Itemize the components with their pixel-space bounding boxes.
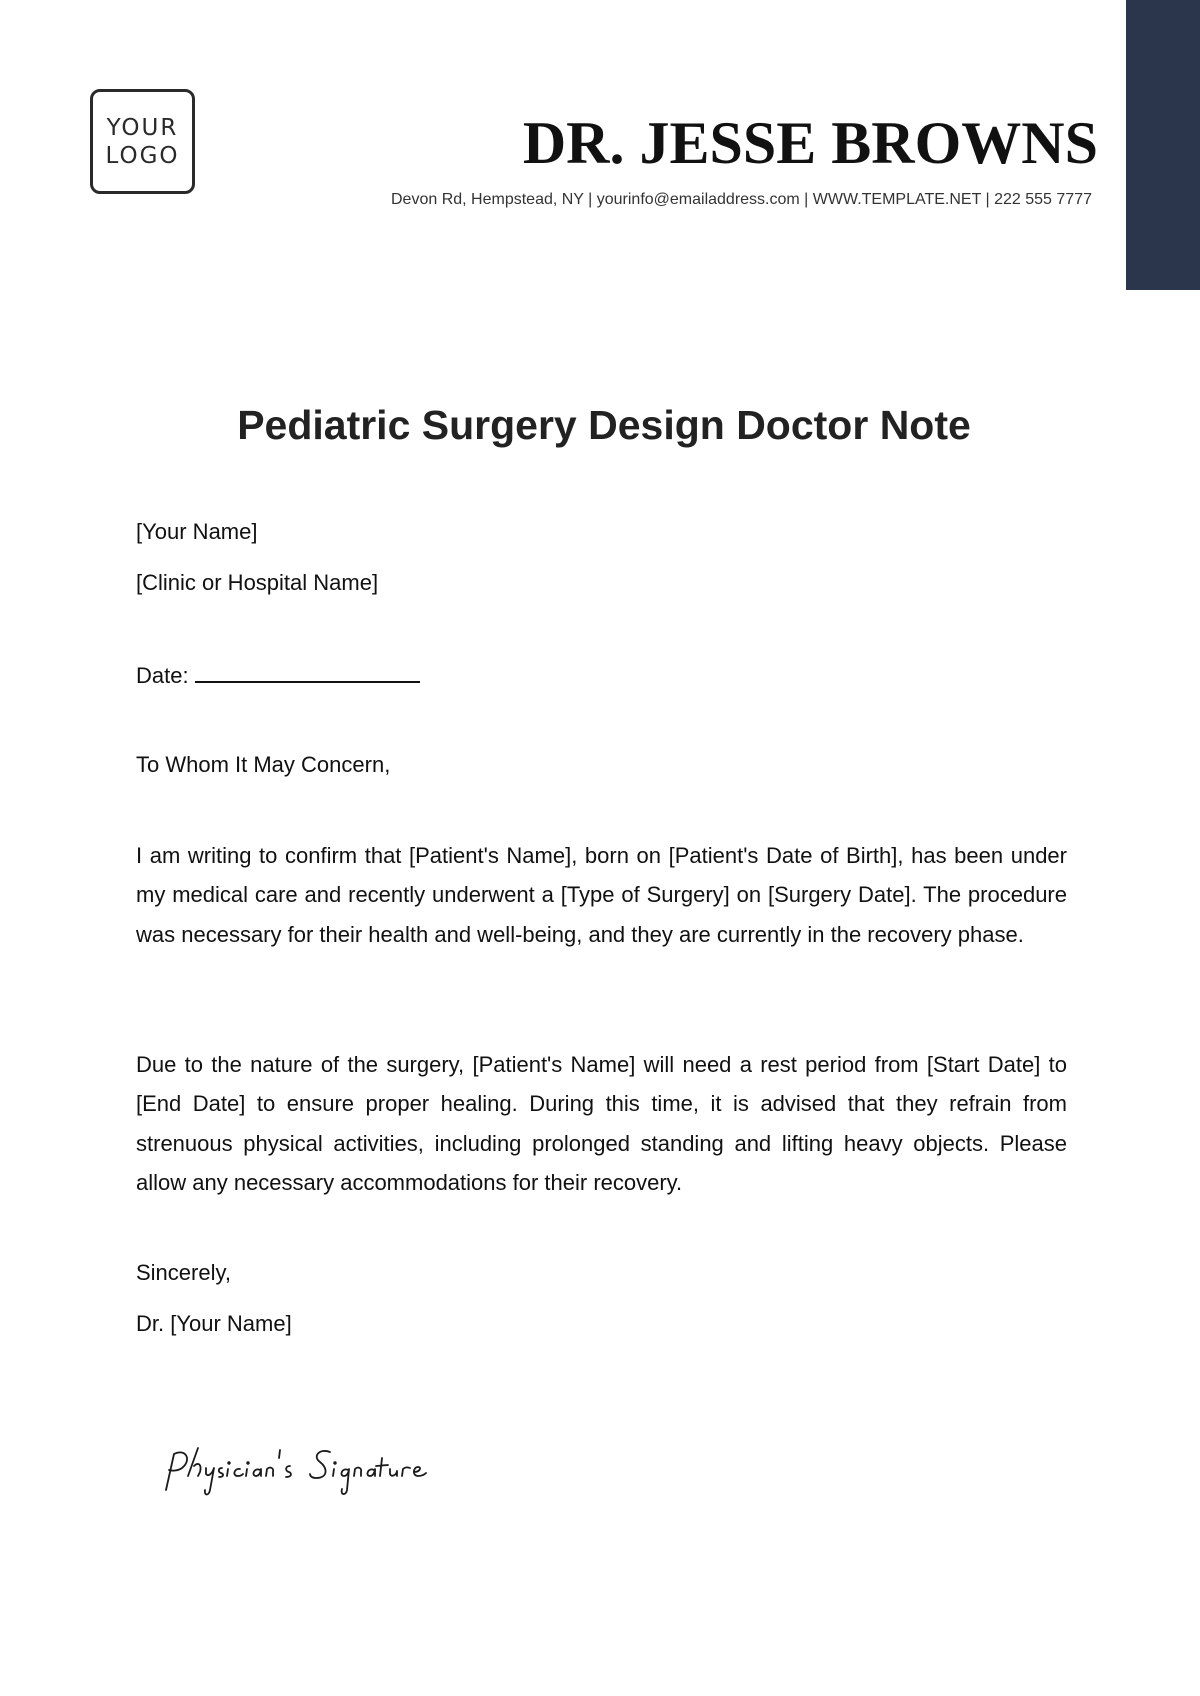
body-paragraph-1: I am writing to confirm that [Patient's Name], born on [Patient's Date of Birth], has been under my medical care and recently underwent a [Type of Surgery] on [Surgery Date]. The procedure was necessary for their health and well-being, and they are currently in the recovery phase. <box>136 843 1067 947</box>
signer-name: Dr. [Your Name] <box>136 1311 292 1336</box>
date-blank-field[interactable] <box>195 659 420 683</box>
physician-signature <box>158 1438 458 1508</box>
date-label: Date: <box>136 663 189 688</box>
clinic-name: [Clinic or Hospital Name] <box>136 570 379 595</box>
note-title: Pediatric Surgery Design Doctor Note <box>237 402 971 448</box>
salutation: To Whom It May Concern, <box>136 752 391 777</box>
header-accent-bar <box>1126 0 1200 290</box>
closing: Sincerely, <box>136 1260 231 1285</box>
date-line <box>136 659 420 691</box>
contact-info: Devon Rd, Hempstead, NY | yourinfo@emailaddress.com | WWW.TEMPLATE.NET | 222 555 7777 <box>391 191 1092 208</box>
body-paragraph-2: Due to the nature of the surgery, [Patient's Name] will need a rest period from [Start Date] to [End Date] to ensure proper healing. During this time, it is advised that they refrain from strenuous physical activities, including prolonged standing and lifting heavy objects. Please allow any necessary accommodations for their recovery. <box>136 1052 1067 1195</box>
sender-name: [Your Name] <box>136 519 258 544</box>
logo-text-line-2: LOGO <box>105 142 180 169</box>
doctor-name: DR. JESSE BROWNS <box>522 110 1098 176</box>
logo-text-line-1: YOUR <box>106 114 179 141</box>
logo-placeholder <box>90 89 195 194</box>
